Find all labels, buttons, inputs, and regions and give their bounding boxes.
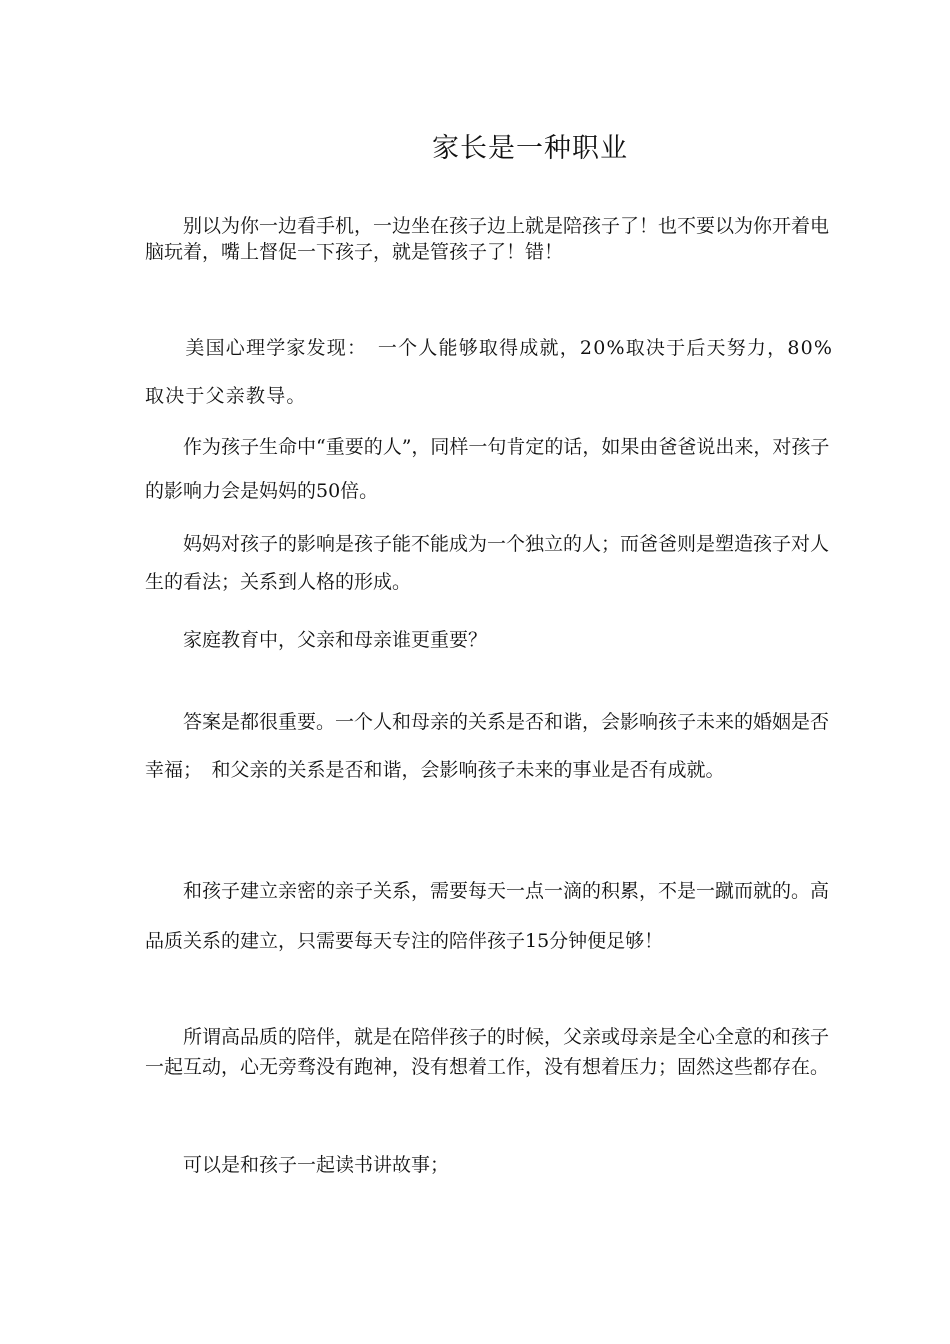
paragraph-quality-companionship: 所谓高品质的陪伴，就是在陪伴孩子的时候，父亲或母亲是全心全意的和孩子一起互动，心无旁骛没有跑神，没有想着工作，没有想着压力；固然这些都存在。 <box>145 1026 830 1078</box>
paragraph-psychologist-finding: 美国心理学家发现： 一个人能够取得成就，20%取决于后天努力，80%取决于父亲教导。 <box>145 337 834 407</box>
paragraph-mother-father-roles: 妈妈对孩子的影响是孩子能不能成为一个独立的人；而爸爸则是塑造孩子对人生的看法；关系到人格的形成。 <box>145 533 830 593</box>
paragraph-phone-distraction: 别以为你一边看手机，一边坐在孩子边上就是陪孩子了！也不要以为你开着电脑玩着，嘴上督促一下孩子，就是管孩子了！错！ <box>145 215 830 263</box>
paragraph-answer: 答案是都很重要。一个人和母亲的关系是否和谐，会影响孩子未来的婚姻是否幸福； 和父亲的关系是否和谐，会影响孩子未来的事业是否有成就。 <box>145 711 830 781</box>
paragraph-reading-together: 可以是和孩子一起读书讲故事； <box>145 1154 450 1176</box>
paragraph-question: 家庭教育中，父亲和母亲谁更重要？ <box>145 629 488 651</box>
paragraph-father-influence: 作为孩子生命中“重要的人”，同样一句肯定的话，如果由爸爸说出来，对孩子的影响力会是妈妈的50倍。 <box>145 436 830 502</box>
document-title: 家长是一种职业 <box>432 133 628 164</box>
paragraph-parent-child-bond: 和孩子建立亲密的亲子关系，需要每天一点一滴的积累，不是一蹴而就的。高品质关系的建立，只需要每天专注的陪伴孩子15分钟便足够！ <box>145 880 830 952</box>
